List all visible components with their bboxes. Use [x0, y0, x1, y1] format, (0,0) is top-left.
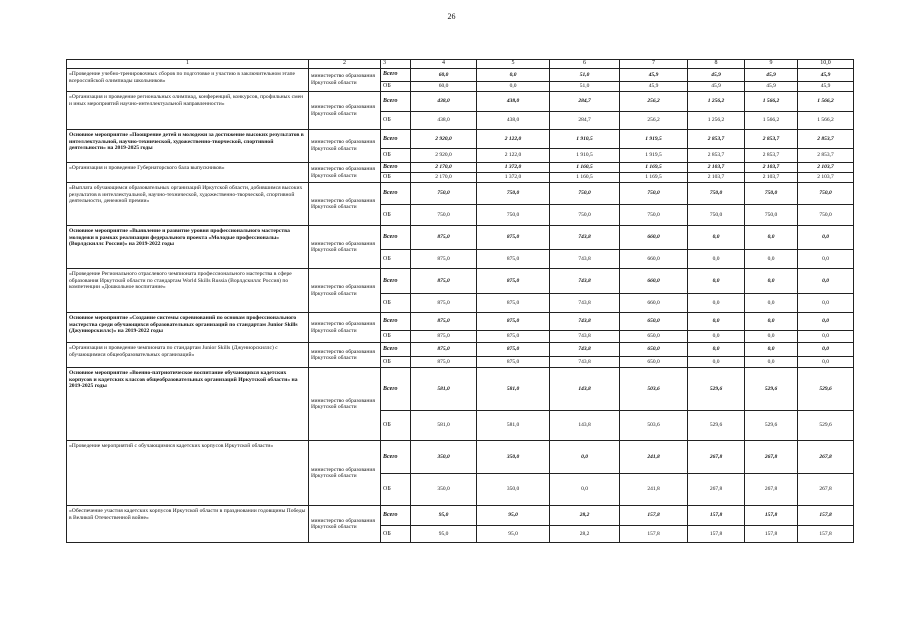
regional-budget-value-cell: 157,8	[620, 526, 688, 543]
regional-budget-value-cell: 875,0	[411, 294, 477, 313]
total-value-cell: 2 103,7	[798, 163, 854, 173]
funding-source-regional: ОБ	[381, 112, 411, 130]
funding-source-regional: ОБ	[381, 526, 411, 543]
total-value-cell: 438,0	[477, 92, 550, 112]
funding-source-regional: ОБ	[381, 149, 411, 163]
responsible-executor: министерство образования Иркутской области	[309, 183, 381, 226]
regional-budget-value-cell: 503,6	[620, 411, 688, 441]
funding-source-total: Всего	[381, 343, 411, 357]
total-value-cell: 743,8	[550, 226, 620, 250]
total-value-cell: 0,0	[745, 343, 798, 357]
regional-budget-value-cell: 1 919,5	[620, 149, 688, 163]
regional-budget-value-cell: 438,0	[411, 112, 477, 130]
header-cell: 9	[745, 60, 798, 69]
total-value-cell: 157,8	[798, 506, 854, 526]
total-value-cell: 875,0	[477, 269, 550, 294]
regional-budget-value-cell: 875,0	[411, 250, 477, 269]
total-value-cell: 0,0	[688, 313, 745, 331]
total-value-cell: 1 256,2	[688, 92, 745, 112]
responsible-executor: министерство образования Иркутской области	[309, 163, 381, 183]
responsible-executor: министерство образования Иркутской области	[309, 441, 381, 506]
total-value-cell: 750,0	[477, 183, 550, 205]
regional-budget-value-cell: 267,8	[745, 474, 798, 506]
responsible-executor: министерство образования Иркутской области	[309, 343, 381, 368]
header-cell: 2	[309, 60, 381, 69]
table-row	[67, 69, 854, 82]
total-value-cell: 750,0	[620, 183, 688, 205]
activity-name: Основное мероприятие «Создание системы соревнований по основам профессионального мастерства среди обучающихся образовательных организаций по стандартам Junior Skills (Джуниорскиллс)» на 2019-2022 годы	[67, 313, 309, 343]
total-value-cell: 45,9	[688, 69, 745, 82]
funding-source-regional: ОБ	[381, 474, 411, 506]
regional-budget-value-cell: 350,0	[411, 474, 477, 506]
regional-budget-value-cell: 0,0	[745, 294, 798, 313]
funding-source-total: Всего	[381, 441, 411, 474]
activity-name: «Проведение мероприятий с обучающимися кадетских корпусов Иркутской области»	[67, 441, 309, 506]
activity-name: «Организация и проведение региональных олимпиад, конференций, конкурсов, профильных смен и иных мероприятий научно-интеллектуальной направленности»	[67, 92, 309, 130]
funding-source-regional: ОБ	[381, 331, 411, 343]
table-row	[67, 130, 854, 149]
responsible-executor: министерство образования Иркутской области	[309, 368, 381, 441]
funding-source-regional: ОБ	[381, 294, 411, 313]
regional-budget-value-cell: 875,0	[477, 250, 550, 269]
funding-source-regional: ОБ	[381, 411, 411, 441]
total-value-cell: 2 853,7	[798, 130, 854, 149]
responsible-executor: министерство образования Иркутской области	[309, 506, 381, 543]
table-row	[67, 441, 854, 474]
total-value-cell: 581,0	[411, 368, 477, 411]
regional-budget-value-cell: 750,0	[798, 205, 854, 226]
total-value-cell: 1 919,5	[620, 130, 688, 149]
table-row	[67, 368, 854, 411]
total-value-cell: 1 160,5	[550, 163, 620, 173]
regional-budget-value-cell: 2 103,7	[798, 173, 854, 183]
funding-source-total: Всего	[381, 163, 411, 173]
total-value-cell: 157,8	[620, 506, 688, 526]
total-value-cell: 650,0	[620, 343, 688, 357]
activity-name: «Проведение Регионального отраслевого чемпионата профессионального мастерства в сфере образования Иркутской области по стандартам World Skills Russia (Ворлдскиллс Россия) по компетенции «Дошкольное воспитание»	[67, 269, 309, 313]
regional-budget-value-cell: 0,0	[798, 331, 854, 343]
regional-budget-value-cell: 1 160,5	[550, 173, 620, 183]
regional-budget-value-cell: 1 910,5	[550, 149, 620, 163]
funding-source-regional: ОБ	[381, 173, 411, 183]
responsible-executor: министерство образования Иркутской области	[309, 226, 381, 269]
total-value-cell: 256,2	[620, 92, 688, 112]
table-row	[67, 183, 854, 205]
total-value-cell: 45,9	[798, 69, 854, 82]
total-value-cell: 875,0	[411, 313, 477, 331]
total-value-cell: 267,8	[798, 441, 854, 474]
regional-budget-value-cell: 743,8	[550, 294, 620, 313]
regional-budget-value-cell: 1 566,2	[745, 112, 798, 130]
total-value-cell: 529,6	[745, 368, 798, 411]
regional-budget-value-cell: 750,0	[745, 205, 798, 226]
regional-budget-value-cell: 581,0	[411, 411, 477, 441]
total-value-cell: 529,6	[688, 368, 745, 411]
regional-budget-value-cell: 743,8	[550, 357, 620, 368]
regional-budget-value-cell: 51,0	[550, 82, 620, 92]
total-value-cell: 2 853,7	[745, 130, 798, 149]
table-row	[67, 269, 854, 294]
regional-budget-value-cell: 581,0	[477, 411, 550, 441]
regional-budget-value-cell: 743,8	[550, 250, 620, 269]
total-value-cell: 581,0	[477, 368, 550, 411]
regional-budget-value-cell: 0,0	[550, 474, 620, 506]
total-value-cell: 0,0	[798, 269, 854, 294]
responsible-executor: министерство образования Иркутской области	[309, 69, 381, 92]
regional-budget-value-cell: 267,8	[688, 474, 745, 506]
regional-budget-value-cell: 875,0	[411, 331, 477, 343]
activity-name: Основное мероприятие «Выявление и развитие уровня профессионального мастерства молодежи в рамках реализации федерального проекта «Молодые профессионалы» (Ворлдскиллс Россия)» на 2019-2022 годы	[67, 226, 309, 269]
regional-budget-value-cell: 660,0	[620, 250, 688, 269]
regional-budget-value-cell: 650,0	[620, 331, 688, 343]
table-row	[67, 92, 854, 112]
total-value-cell: 0,0	[550, 441, 620, 474]
activity-name: «Проведение учебно-тренировочных сборов по подготовке и участию в заключительном этапе всероссийской олимпиады школьников»	[67, 69, 309, 92]
table-row	[67, 163, 854, 173]
regional-budget-value-cell: 0,0	[745, 357, 798, 368]
responsible-executor: министерство образования Иркутской области	[309, 92, 381, 130]
total-value-cell: 503,6	[620, 368, 688, 411]
regional-budget-value-cell: 0,0	[688, 331, 745, 343]
activity-name: «Выплата обучающимся образовательных организаций Иркутской области, добившимся высоких результатов в интеллектуальной, научно-технической, художественно-творческой, спортивной деятельности, денежной премии»	[67, 183, 309, 226]
total-value-cell: 267,8	[688, 441, 745, 474]
total-value-cell: 284,7	[550, 92, 620, 112]
header-cell: 5	[477, 60, 550, 69]
regional-budget-value-cell: 2 170,0	[411, 173, 477, 183]
total-value-cell: 2 103,7	[688, 163, 745, 173]
regional-budget-value-cell: 45,9	[688, 82, 745, 92]
total-value-cell: 875,0	[411, 343, 477, 357]
total-value-cell: 743,8	[550, 343, 620, 357]
total-value-cell: 660,0	[620, 269, 688, 294]
total-value-cell: 0,0	[798, 313, 854, 331]
funding-source-total: Всего	[381, 92, 411, 112]
regional-budget-value-cell: 45,9	[745, 82, 798, 92]
total-value-cell: 0,0	[688, 343, 745, 357]
total-value-cell: 2 920,0	[411, 130, 477, 149]
total-value-cell: 750,0	[688, 183, 745, 205]
regional-budget-value-cell: 2 853,7	[688, 149, 745, 163]
table-row	[67, 313, 854, 331]
funding-source-total: Всего	[381, 69, 411, 82]
total-value-cell: 529,6	[798, 368, 854, 411]
regional-budget-value-cell: 660,0	[620, 294, 688, 313]
table-row	[67, 506, 854, 526]
regional-budget-value-cell: 0,0	[798, 250, 854, 269]
total-value-cell: 1 566,2	[798, 92, 854, 112]
regional-budget-value-cell: 45,9	[798, 82, 854, 92]
total-value-cell: 143,8	[550, 368, 620, 411]
total-value-cell: 28,2	[550, 506, 620, 526]
header-cell: 3	[381, 60, 411, 69]
activity-name: Основное мероприятие «Поощрение детей и молодежи за достижение высоких результатов в интеллектуальной, научно-технической, художественно-творческой, спортивной деятельности» на 2019-2025 годы	[67, 130, 309, 163]
funding-source-regional: ОБ	[381, 357, 411, 368]
total-value-cell: 0,0	[477, 69, 550, 82]
regional-budget-value-cell: 256,2	[620, 112, 688, 130]
regional-budget-value-cell: 0,0	[688, 357, 745, 368]
regional-budget-value-cell: 241,8	[620, 474, 688, 506]
total-value-cell: 2 122,0	[477, 130, 550, 149]
funding-source-total: Всего	[381, 313, 411, 331]
table-row	[67, 343, 854, 357]
budget-table	[66, 59, 854, 543]
regional-budget-value-cell: 284,7	[550, 112, 620, 130]
responsible-executor: министерство образования Иркутской области	[309, 313, 381, 343]
total-value-cell: 1 566,2	[745, 92, 798, 112]
total-value-cell: 2 103,7	[745, 163, 798, 173]
total-value-cell: 743,8	[550, 269, 620, 294]
regional-budget-value-cell: 157,8	[798, 526, 854, 543]
activity-name: «Организация и проведение Губернаторского бала выпускников»	[67, 163, 309, 183]
regional-budget-value-cell: 2 122,0	[477, 149, 550, 163]
total-value-cell: 350,0	[411, 441, 477, 474]
regional-budget-value-cell: 0,0	[798, 357, 854, 368]
regional-budget-value-cell: 1 169,5	[620, 173, 688, 183]
total-value-cell: 650,0	[620, 313, 688, 331]
header-cell: 1	[67, 60, 309, 69]
total-value-cell: 438,0	[411, 92, 477, 112]
total-value-cell: 0,0	[798, 226, 854, 250]
regional-budget-value-cell: 2 920,0	[411, 149, 477, 163]
regional-budget-value-cell: 529,6	[688, 411, 745, 441]
regional-budget-value-cell: 875,0	[477, 331, 550, 343]
regional-budget-value-cell: 1 256,2	[688, 112, 745, 130]
total-value-cell: 45,9	[620, 69, 688, 82]
total-value-cell: 0,0	[745, 313, 798, 331]
header-cell: 8	[688, 60, 745, 69]
total-value-cell: 0,0	[688, 269, 745, 294]
page-number: 26	[447, 12, 456, 21]
total-value-cell: 51,0	[550, 69, 620, 82]
total-value-cell: 750,0	[550, 183, 620, 205]
total-value-cell: 1 372,0	[477, 163, 550, 173]
regional-budget-value-cell: 750,0	[477, 205, 550, 226]
regional-budget-value-cell: 0,0	[688, 294, 745, 313]
total-value-cell: 875,0	[411, 226, 477, 250]
regional-budget-value-cell: 1 566,2	[798, 112, 854, 130]
regional-budget-value-cell: 2 103,7	[688, 173, 745, 183]
regional-budget-value-cell: 529,6	[798, 411, 854, 441]
header-row	[67, 60, 854, 69]
regional-budget-value-cell: 438,0	[477, 112, 550, 130]
table-row	[67, 226, 854, 250]
regional-budget-value-cell: 28,2	[550, 526, 620, 543]
total-value-cell: 95,0	[477, 506, 550, 526]
regional-budget-value-cell: 750,0	[550, 205, 620, 226]
header-cell: 7	[620, 60, 688, 69]
funding-source-regional: ОБ	[381, 82, 411, 92]
funding-source-regional: ОБ	[381, 205, 411, 226]
total-value-cell: 1 910,5	[550, 130, 620, 149]
total-value-cell: 750,0	[745, 183, 798, 205]
funding-source-total: Всего	[381, 368, 411, 411]
total-value-cell: 750,0	[411, 183, 477, 205]
regional-budget-value-cell: 95,0	[477, 526, 550, 543]
regional-budget-value-cell: 875,0	[477, 294, 550, 313]
responsible-executor: министерство образования Иркутской области	[309, 269, 381, 313]
regional-budget-value-cell: 0,0	[688, 250, 745, 269]
responsible-executor: министерство образования Иркутской области	[309, 130, 381, 163]
header-cell: 4	[411, 60, 477, 69]
regional-budget-value-cell: 750,0	[688, 205, 745, 226]
total-value-cell: 875,0	[477, 313, 550, 331]
total-value-cell: 241,8	[620, 441, 688, 474]
total-value-cell: 157,8	[688, 506, 745, 526]
activity-name: «Обеспечение участия кадетских корпусов Иркутской области в праздновании годовщины Победы в Великой Отечественной войне»	[67, 506, 309, 543]
total-value-cell: 2 853,7	[688, 130, 745, 149]
total-value-cell: 0,0	[798, 343, 854, 357]
regional-budget-value-cell: 750,0	[411, 205, 477, 226]
regional-budget-value-cell: 0,0	[745, 250, 798, 269]
total-value-cell: 743,8	[550, 313, 620, 331]
total-value-cell: 95,0	[411, 506, 477, 526]
regional-budget-value-cell: 2 853,7	[798, 149, 854, 163]
regional-budget-value-cell: 0,0	[745, 331, 798, 343]
funding-source-total: Всего	[381, 183, 411, 205]
total-value-cell: 1 169,5	[620, 163, 688, 173]
regional-budget-value-cell: 2 103,7	[745, 173, 798, 183]
regional-budget-value-cell: 743,8	[550, 331, 620, 343]
funding-source-total: Всего	[381, 506, 411, 526]
regional-budget-value-cell: 875,0	[477, 357, 550, 368]
regional-budget-value-cell: 350,0	[477, 474, 550, 506]
regional-budget-value-cell: 0,0	[477, 82, 550, 92]
total-value-cell: 60,0	[411, 69, 477, 82]
total-value-cell: 157,8	[745, 506, 798, 526]
funding-source-total: Всего	[381, 226, 411, 250]
total-value-cell: 875,0	[477, 343, 550, 357]
regional-budget-value-cell: 60,0	[411, 82, 477, 92]
total-value-cell: 875,0	[477, 226, 550, 250]
regional-budget-value-cell: 0,0	[798, 294, 854, 313]
regional-budget-value-cell: 650,0	[620, 357, 688, 368]
total-value-cell: 660,0	[620, 226, 688, 250]
funding-source-regional: ОБ	[381, 250, 411, 269]
regional-budget-value-cell: 529,6	[745, 411, 798, 441]
regional-budget-value-cell: 157,8	[688, 526, 745, 543]
header-cell: 6	[550, 60, 620, 69]
total-value-cell: 350,0	[477, 441, 550, 474]
total-value-cell: 875,0	[411, 269, 477, 294]
total-value-cell: 45,9	[745, 69, 798, 82]
regional-budget-value-cell: 1 372,0	[477, 173, 550, 183]
regional-budget-value-cell: 45,9	[620, 82, 688, 92]
total-value-cell: 0,0	[688, 226, 745, 250]
regional-budget-value-cell: 2 853,7	[745, 149, 798, 163]
total-value-cell: 0,0	[745, 226, 798, 250]
funding-source-total: Всего	[381, 130, 411, 149]
activity-name: Основное мероприятие «Военно-патриотическое воспитание обучающихся кадетских корпусов и кадетских классов общеобразовательных организаций Иркутской области» на 2019-2025 годы	[67, 368, 309, 441]
funding-source-total: Всего	[381, 269, 411, 294]
regional-budget-value-cell: 95,0	[411, 526, 477, 543]
regional-budget-value-cell: 143,8	[550, 411, 620, 441]
regional-budget-value-cell: 875,0	[411, 357, 477, 368]
total-value-cell: 267,8	[745, 441, 798, 474]
header-cell: 10,0	[798, 60, 854, 69]
activity-name: «Организация и проведение чемпионата по стандартам Junior Skills (Джуниорскиллс) с обучающимися общеобразовательных организаций»	[67, 343, 309, 368]
regional-budget-value-cell: 267,8	[798, 474, 854, 506]
regional-budget-value-cell: 750,0	[620, 205, 688, 226]
total-value-cell: 0,0	[745, 269, 798, 294]
total-value-cell: 2 170,0	[411, 163, 477, 173]
regional-budget-value-cell: 157,8	[745, 526, 798, 543]
total-value-cell: 750,0	[798, 183, 854, 205]
